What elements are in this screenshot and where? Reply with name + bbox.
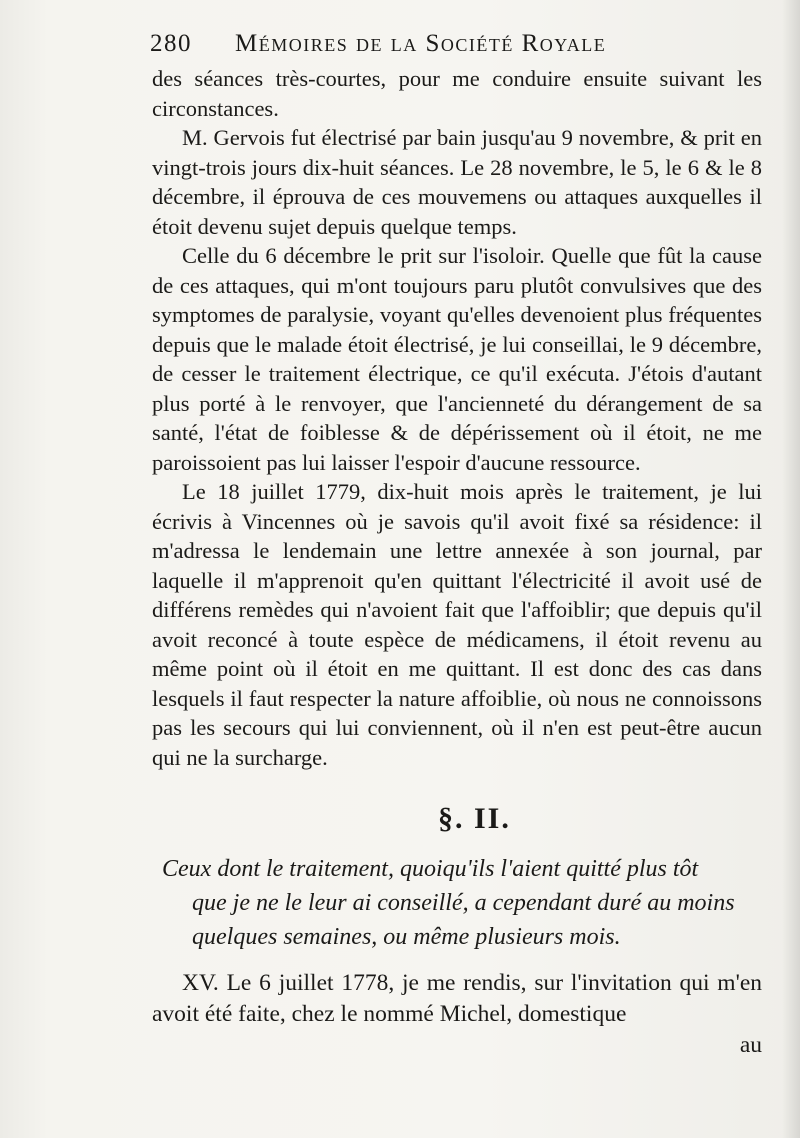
running-title: Mémoires de la Société Royale: [235, 30, 607, 57]
body-text-bottom: [152, 968, 762, 1061]
subtitle-line-3: quelques semaines, ou même plusieurs mois.: [192, 924, 621, 950]
subtitle-line-1: Ceux dont le traitement, quoiqu'ils l'aient quitté plus tôt: [162, 856, 699, 882]
running-header: [150, 30, 765, 66]
catchword: au: [739, 1032, 762, 1058]
section-heading: §. II.: [438, 802, 511, 835]
paragraph-attacks: Celle du 6 décembre le prit sur l'isoloir. Quelle que fût la cause de ces attaques, qui m'ont toujours paru plutôt convulsives que des symptomes de paralysie, voyant qu'elles devenoient plus fréquentes depuis que le malade étoit électrisé, je lui conseillai, le 9 décembre, de cesser le traitement électrique, ce qu'il exécuta. J'étois d'autant plus porté à le renvoyer, que l'ancienneté du dérangement de sa santé, l'état de foiblesse & de dépérissement où il étoit, ne me paroissoient pas lui laisser l'espoir d'aucune ressource.: [152, 243, 762, 475]
paragraph-vincennes: Le 18 juillet 1779, dix-huit mois après le traitement, je lui écrivis à Vincennes où je savois qu'il avoit fixé sa résidence: il m'adressa le lendemain une lettre annexée à son journal, par laquelle il m'apprenoit qu'en quittant l'électricité il avoit usé de différens remèdes qui n'avoient fait que l'affoiblir; que depuis qu'il avoit reconcé à toute espèce de médicamens, il étoit revenu au même point où il étoit en me quittant. Il est donc des cas dans lesquels il faut respecter la nature affoiblie, où nous ne connoissons pas les secours qui lui conviennent, où il n'en est peut-être aucun qui ne la surcharge.: [152, 479, 762, 770]
paragraph-gervois: M. Gervois fut électrisé par bain jusqu'au 9 novembre, & prit en vingt-trois jours dix-huit séances. Le 28 novembre, le 5, le 6 & le 8 décembre, il éprouva de ces mouvemens ou attaques auxquelles il étoit devenu sujet depuis quelque temps.: [152, 125, 762, 239]
page-number: 280: [150, 30, 192, 57]
body-text-top: [152, 64, 762, 772]
section-subtitle: [162, 852, 767, 954]
page-gutter-shadow: [782, 0, 800, 1138]
paragraph-michel: XV. Le 6 juillet 1778, je me rendis, sur l'invitation qui m'en avoit été faite, chez le nommé Michel, domestique: [152, 970, 762, 1027]
subtitle-line-2: que je ne le leur ai conseillé, a cependant duré au moins: [192, 890, 735, 916]
paragraph-continuation: des séances très-courtes, pour me conduire ensuite suivant les circonstances.: [152, 66, 762, 121]
